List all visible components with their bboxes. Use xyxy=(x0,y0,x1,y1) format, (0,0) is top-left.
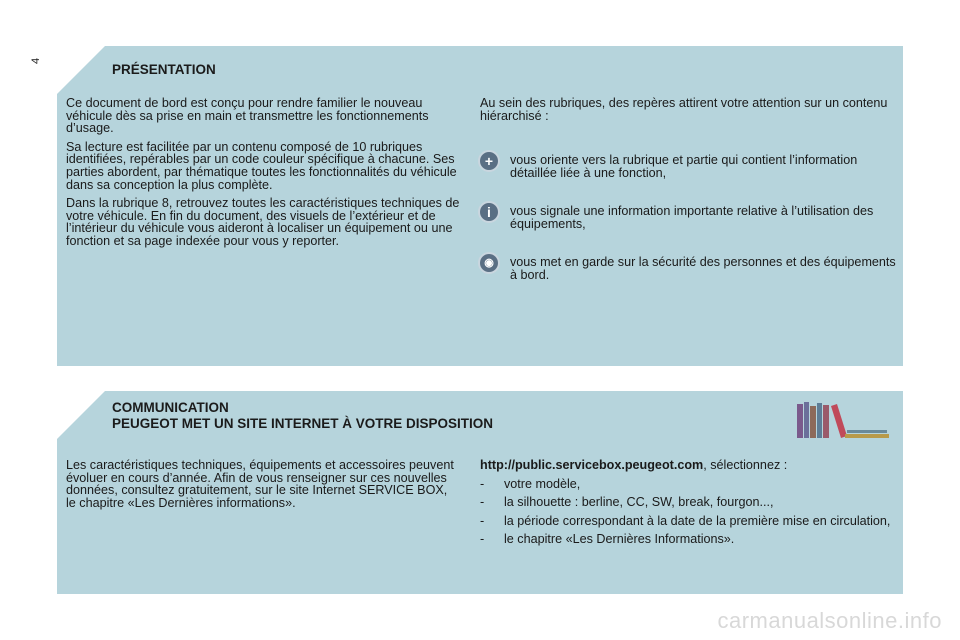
watermark: carmanualsonline.info xyxy=(717,608,942,633)
eye-icon: ◉ xyxy=(478,252,500,274)
presentation-paragraph: Dans la rubrique 8, retrouvez toutes les caractéristiques techniques de votre véhicule. En fin du document, des visuels de l’extérieur et de l’intérieur du véhicule vous aideront à localiser un équipement ou une fonction et sa page indexée pour vous y reporter. xyxy=(66,196,460,248)
page-number: 4 xyxy=(30,57,42,64)
communication-right-column xyxy=(480,459,900,552)
dash-bullet: - xyxy=(480,532,485,547)
presentation-right-intro: Au sein des rubriques, des repères attirent votre attention sur un contenu hiérarchisé : xyxy=(480,96,888,123)
selection-list xyxy=(480,478,900,546)
list-item xyxy=(480,533,900,546)
communication-heading xyxy=(112,400,493,432)
plus-icon: + xyxy=(478,150,500,172)
dash-bullet: - xyxy=(480,513,485,528)
presentation-paragraph: Ce document de bord est conçu pour rendre familier le nouveau véhicule dès sa prise en main et transmettre les fonctionnements d’usage. xyxy=(66,96,429,136)
list-item-text: le chapitre «Les Dernières Informations». xyxy=(504,532,735,547)
marker-text: vous oriente vers la rubrique et partie qui contient l’information détaillée liée à une fonction, xyxy=(510,153,858,180)
presentation-paragraph: Sa lecture est facilitée par un contenu composé de 10 rubriques identifiées, repérables par un code couleur spécifique à chacune. Ses parties abordent, par thématique toutes les fonctionnalités du véhicule dans sa conception la plus complète. xyxy=(66,139,457,192)
marker-text: vous signale une information importante relative à l’utilisation des équipements, xyxy=(510,204,874,231)
list-item-text: votre modèle, xyxy=(504,476,581,491)
list-item-text: la silhouette : berline, CC, SW, break, fourgon..., xyxy=(504,495,774,510)
presentation-heading: PRÉSENTATION xyxy=(112,62,216,77)
list-item xyxy=(480,496,900,509)
dash-bullet: - xyxy=(480,476,485,491)
servicebox-suffix: , sélectionnez : xyxy=(703,458,788,472)
info-icon: i xyxy=(478,201,500,223)
communication-heading-line1: COMMUNICATION xyxy=(112,400,229,415)
servicebox-line xyxy=(480,459,900,472)
list-item xyxy=(480,515,900,528)
books-illustration xyxy=(795,398,891,442)
communication-heading-line2: PEUGEOT MET UN SITE INTERNET À VOTRE DISPOSITION xyxy=(112,416,494,431)
list-item xyxy=(480,478,900,491)
presentation-left-column xyxy=(66,97,464,254)
communication-left-text: Les caractéristiques techniques, équipements et accessoires peuvent évoluer en cours d’année. Afin de vous renseigner sur ces nouvelles données, consultez gratuitement, sur le site Internet SERVICE BOX, le chapitre «Les Dernières informations». xyxy=(66,458,454,510)
dash-bullet: - xyxy=(480,495,485,510)
list-item-text: la période correspondant à la date de la première mise en circulation, xyxy=(504,513,891,528)
marker-text: vous met en garde sur la sécurité des personnes et des équipements à bord. xyxy=(510,255,896,282)
servicebox-link[interactable]: http://public.servicebox.peugeot.com xyxy=(480,458,704,472)
